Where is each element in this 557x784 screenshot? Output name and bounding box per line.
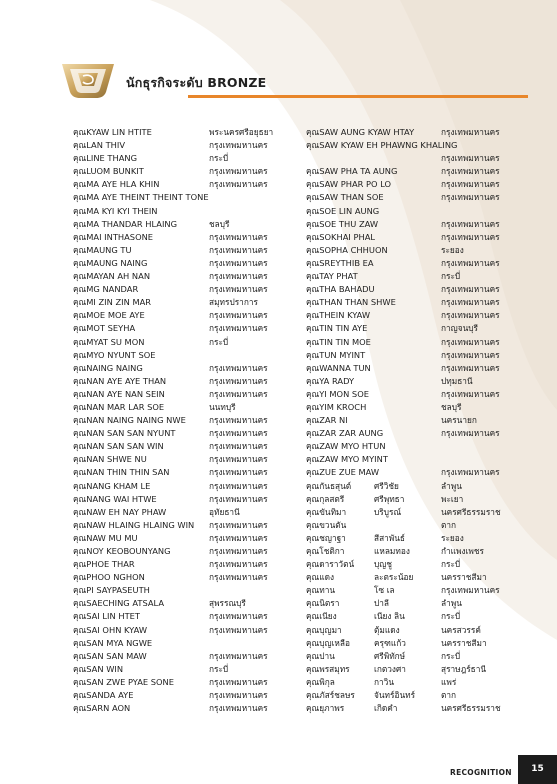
list-item [306, 205, 536, 218]
list-item [306, 624, 536, 637]
list-item [73, 466, 305, 479]
member-province: กระบี่ [209, 336, 229, 347]
member-province: ตาก [441, 690, 457, 701]
member-province: กระบี่ [441, 559, 461, 570]
member-name: คุณZAR NI [306, 415, 348, 426]
member-province: กรุงเทพมหานคร [441, 284, 500, 295]
title-underline [188, 95, 528, 98]
member-province: กรุงเทพมหานคร [209, 362, 268, 373]
list-item [73, 322, 305, 335]
list-item [306, 165, 536, 178]
list-item [73, 375, 305, 388]
member-province: สุพรรณบุรี [209, 598, 246, 609]
member-province: กรุงเทพมหานคร [209, 546, 268, 556]
list-item [73, 440, 305, 453]
member-province: ระยอง [441, 244, 464, 255]
member-name: คุณMOE MOE AYE [73, 310, 145, 321]
member-province: กรุงเทพมหานคร [209, 467, 268, 478]
member-province: สุราษฎร์ธานี [441, 663, 487, 674]
list-item [73, 257, 305, 270]
member-name: คุณSANDA AYE [73, 690, 134, 701]
member-province: กรุงเทพมหานคร [209, 140, 268, 151]
list-item [73, 362, 305, 375]
list-item [306, 336, 536, 349]
member-surname: ศรีพิทักษ์ [374, 650, 406, 661]
member-name: คุณนิตรา [306, 598, 340, 609]
list-item [306, 545, 536, 558]
list-item [73, 414, 305, 427]
member-surname: ปาลี [374, 598, 390, 609]
member-province: กรุงเทพมหานคร [209, 532, 268, 543]
member-province: กรุงเทพมหานคร [209, 441, 268, 452]
member-name: คุณบุญเหลือ [306, 637, 350, 648]
list-item [73, 336, 305, 349]
member-name: คุณกันธสุนต์ [306, 480, 352, 491]
list-item [306, 218, 536, 231]
member-name: คุณชญาฐา [306, 532, 346, 543]
list-item [73, 650, 305, 663]
list-item [306, 702, 536, 715]
bronze-emblem-icon [58, 58, 118, 100]
member-name: คุณMAUNG TU [73, 244, 132, 255]
member-province: นครราชสีมา [441, 572, 487, 583]
list-item [73, 571, 305, 584]
member-name: คุณSAI OHN KYAW [73, 624, 148, 635]
list-item [73, 532, 305, 545]
list-item [306, 689, 536, 702]
list-item [306, 283, 536, 296]
list-item [73, 637, 305, 650]
member-province: ลำพูน [441, 480, 462, 491]
member-province: ปทุมธานี [441, 375, 473, 386]
member-name: คุณZAR ZAR AUNG [306, 428, 384, 439]
member-surname: กาวิน [374, 676, 395, 687]
list-item [306, 388, 536, 401]
list-item [73, 597, 305, 610]
member-name: คุณSAW PHA TA AUNG [306, 166, 398, 177]
member-province: กรุงเทพมหานคร [441, 179, 500, 190]
member-province: กรุงเทพมหานคร [209, 611, 268, 622]
member-province: กรุงเทพมหานคร [209, 428, 268, 439]
member-name: คุณMG NANDAR [73, 284, 139, 295]
member-province: นครศรีธรรมราช [441, 506, 501, 517]
list-item [73, 309, 305, 322]
member-name: คุณNAN AYE AYE THAN [73, 375, 167, 386]
member-name: คุณSOE THU ZAW [306, 218, 379, 229]
member-province: กรุงเทพมหานคร [209, 323, 268, 334]
member-name: คุณPHOE THAR [73, 559, 135, 570]
member-name: คุณNOY KEOBOUNYANG [73, 546, 171, 556]
member-name: คุณYI MON SOE [306, 388, 369, 399]
member-province: กรุงเทพมหานคร [441, 166, 500, 177]
list-item [306, 322, 536, 335]
member-name: คุณแดง [306, 572, 335, 583]
member-name: คุณNANG KHAM LE [73, 480, 151, 491]
page-header [58, 58, 528, 103]
member-name: คุณSAW AUNG KYAW HTAY [306, 127, 415, 137]
list-item [306, 126, 536, 139]
member-province: นครนายก [441, 415, 477, 426]
list-item [73, 178, 305, 191]
list-item [306, 401, 536, 414]
list-item [73, 244, 305, 257]
list-item [306, 296, 536, 309]
member-province: กระบี่ [209, 663, 229, 674]
member-name: คุณSAW THAN SOE [306, 192, 384, 203]
page-number-box [518, 755, 557, 784]
member-name: คุณMA THANDAR HLAING [73, 218, 178, 229]
member-name: คุณทาน [306, 585, 336, 596]
member-province: ตาก [441, 519, 457, 530]
member-name: คุณNAN AYE NAN SEIN [73, 388, 165, 399]
list-item [73, 610, 305, 623]
member-province: กรุงเทพมหานคร [209, 676, 268, 687]
member-surname: ครุฑแก้ว [374, 637, 406, 648]
member-name: คุณNAN MAR LAR SOE [73, 401, 165, 412]
footer-label: RECOGNITION [450, 768, 512, 777]
member-province: กรุงเทพมหานคร [209, 388, 268, 399]
member-name: คุณSREYTHIB EA [306, 257, 374, 268]
member-name: คุณMYAT SU MON [73, 336, 145, 347]
list-item [73, 296, 305, 309]
list-item [73, 231, 305, 244]
member-province: กรุงเทพมหานคร [441, 362, 500, 373]
member-name: คุณLINE THANG [73, 153, 138, 164]
member-province: แพร่ [441, 676, 457, 687]
member-province: กรุงเทพมหานคร [209, 166, 268, 177]
member-surname: เนียง ลิน [374, 611, 405, 622]
page-title: นักธุรกิจระดับ BRONZE [126, 75, 267, 90]
member-province: นนทบุรี [209, 401, 236, 412]
member-province: กาญจนบุรี [441, 323, 479, 334]
member-province: กรุงเทพมหานคร [209, 480, 268, 491]
list-item [306, 610, 536, 623]
member-name: คุณปาน [306, 650, 335, 661]
member-name: คุณMA KYI KYI THEIN [73, 205, 158, 216]
member-name: คุณSAN WIN [73, 663, 124, 674]
member-name: คุณภัสร์ชลษร [306, 690, 355, 701]
member-surname: ละตระน้อย [374, 572, 414, 583]
list-item [306, 270, 536, 283]
member-province: กรุงเทพมหานคร [441, 192, 500, 203]
list-item [306, 375, 536, 388]
member-name: คุณNAW MU MU [73, 532, 138, 543]
list-item [306, 676, 536, 689]
member-province: กำแพงเพชร [441, 546, 484, 556]
member-name: คุณTIN TIN AYE [306, 323, 368, 334]
list-item [306, 152, 536, 165]
member-name: คุณขันทิมา [306, 506, 347, 517]
member-list-right [306, 126, 536, 715]
member-province: กรุงเทพมหานคร [209, 519, 268, 530]
member-province: ชลบุรี [209, 218, 230, 229]
list-item [306, 440, 536, 453]
member-province: กรุงเทพมหานคร [209, 415, 268, 426]
list-item [73, 205, 305, 218]
list-item [306, 427, 536, 440]
member-name: คุณNAN SAN SAN WIN [73, 441, 164, 452]
member-name: คุณPHOO NGHON [73, 572, 145, 583]
member-name: คุณNAW HLAING HLAING WIN [73, 519, 195, 530]
member-name: คุณNAN THIN THIN SAN [73, 467, 170, 478]
list-item [73, 676, 305, 689]
list-item [73, 152, 305, 165]
member-surname: โซ เล [374, 585, 395, 596]
list-item [73, 689, 305, 702]
member-province: กรุงเทพมหานคร [441, 428, 500, 439]
member-name: คุณZAW MYO MYINT [306, 454, 388, 465]
member-name: คุณNANG WAI HTWE [73, 493, 157, 504]
member-province: กรุงเทพมหานคร [441, 218, 500, 229]
member-province: สมุทรปราการ [209, 297, 258, 308]
list-item [73, 493, 305, 506]
member-name: คุณTHAN THAN SHWE [306, 297, 396, 308]
member-name: คุณSOKHAI PHAL [306, 231, 376, 242]
list-item [73, 139, 305, 152]
list-item [306, 493, 536, 506]
member-surname: บริบูรณ์ [374, 506, 402, 517]
member-surname: สีสาพันธ์ [374, 532, 405, 543]
member-name: คุณZAW MYO HTUN [306, 441, 386, 452]
member-name: คุณMAYAN AH NAN [73, 271, 151, 282]
member-name: คุณMAI INTHASONE [73, 231, 154, 242]
member-name: คุณขวนตัน [306, 519, 347, 530]
list-item [73, 506, 305, 519]
member-name: คุณSAW KYAW EH PHAWNG KHALING [306, 140, 458, 151]
member-province: กรุงเทพมหานคร [209, 310, 268, 321]
member-name: คุณTHA BAHADU [306, 284, 375, 295]
member-surname: เกตวงศา [374, 663, 406, 674]
member-name: คุณโชติกา [306, 546, 345, 556]
member-name: คุณSOE LIN AUNG [306, 205, 380, 216]
list-item [73, 663, 305, 676]
list-item [306, 663, 536, 676]
list-item [306, 244, 536, 257]
list-item [73, 519, 305, 532]
member-surname: จันทร์อินทร์ [374, 690, 416, 701]
list-item [306, 309, 536, 322]
member-province: พะเยา [441, 493, 464, 504]
member-name: คุณMI ZIN ZIN MAR [73, 297, 152, 308]
member-name: คุณยุภาพร [306, 703, 345, 714]
list-item [73, 427, 305, 440]
member-name: คุณSARN AON [73, 703, 131, 714]
member-province: กรุงเทพมหานคร [209, 703, 268, 714]
member-province: กรุงเทพมหานคร [209, 271, 268, 282]
member-name: คุณMYO NYUNT SOE [73, 349, 156, 360]
member-province: กรุงเทพมหานคร [441, 349, 500, 360]
member-name: คุณพิกุล [306, 676, 335, 687]
member-name: คุณMAUNG NAING [73, 257, 148, 268]
member-surname: เกิดคำ [374, 703, 398, 714]
member-surname: ศรีวิชัย [374, 480, 399, 491]
list-item [306, 506, 536, 519]
list-item [306, 414, 536, 427]
member-province: กรุงเทพมหานคร [209, 284, 268, 295]
member-name: คุณSAI LIN HTET [73, 611, 140, 622]
list-item [73, 349, 305, 362]
member-name: คุณMOT SEYHA [73, 323, 136, 334]
member-province: อุทัยธานี [209, 506, 240, 517]
member-province: กรุงเทพมหานคร [209, 257, 268, 268]
page-number: 15 [531, 764, 544, 774]
member-province: กรุงเทพมหานคร [209, 572, 268, 583]
member-province: กรุงเทพมหานคร [441, 310, 500, 321]
list-item [306, 453, 536, 466]
list-item [306, 466, 536, 479]
member-province: กรุงเทพมหานคร [209, 559, 268, 570]
list-item [73, 165, 305, 178]
list-item [306, 139, 536, 152]
member-province: ระยอง [441, 532, 464, 543]
list-item [73, 191, 305, 204]
list-item [73, 584, 305, 597]
list-item [306, 519, 536, 532]
member-province: กรุงเทพมหานคร [209, 650, 268, 661]
list-item [306, 178, 536, 191]
member-surname: ศรีพุทธา [374, 493, 405, 504]
member-province: กรุงเทพมหานคร [441, 336, 500, 347]
member-province: นครราชสีมา [441, 637, 487, 648]
member-name: คุณLUOM BUNKIT [73, 166, 144, 177]
member-province: กรุงเทพมหานคร [209, 454, 268, 465]
member-name: คุณPI SAYPASEUTH [73, 585, 150, 596]
member-province: กระบี่ [441, 611, 461, 622]
member-province: ลำพูน [441, 598, 462, 609]
member-name: คุณZUE ZUE MAW [306, 467, 380, 478]
member-province: กระบี่ [209, 153, 229, 164]
list-item [73, 624, 305, 637]
member-name: คุณKYAW LIN HTITE [73, 127, 152, 137]
member-name: คุณTIN TIN MOE [306, 336, 371, 347]
member-province: กรุงเทพมหานคร [209, 690, 268, 701]
member-name: คุณNAN NAING NAING NWE [73, 415, 186, 426]
member-name: คุณSOPHA CHHUON [306, 244, 388, 255]
member-surname: บุญชู [374, 559, 392, 570]
member-province: กระบี่ [441, 271, 461, 282]
list-item [306, 571, 536, 584]
list-item [306, 191, 536, 204]
member-name: คุณLAN THIV [73, 140, 126, 151]
member-province: กรุงเทพมหานคร [441, 153, 500, 164]
list-item [73, 270, 305, 283]
member-name: คุณSAECHING ATSALA [73, 598, 165, 609]
list-item [306, 480, 536, 493]
member-list-left [73, 126, 305, 715]
member-province: กรุงเทพมหานคร [441, 297, 500, 308]
member-province: กรุงเทพมหานคร [209, 624, 268, 635]
member-name: คุณYA RADY [306, 375, 355, 386]
list-item [73, 283, 305, 296]
list-item [73, 558, 305, 571]
member-surname: ตุ้มแดง [374, 624, 400, 635]
member-name: คุณกุลสตรี [306, 493, 345, 504]
member-name: คุณSAN SAN MAW [73, 650, 147, 661]
member-name: คุณเนียง [306, 611, 337, 622]
list-item [306, 231, 536, 244]
member-name: คุณดาราวัตน์ [306, 559, 355, 570]
list-item [73, 480, 305, 493]
member-name: คุณMA AYE HLA KHIN [73, 179, 160, 190]
member-province: กรุงเทพมหานคร [441, 467, 500, 478]
list-item [73, 388, 305, 401]
list-item [73, 401, 305, 414]
member-name: คุณSAW PHAR PO LO [306, 179, 392, 190]
member-name: คุณTHEIN KYAW [306, 310, 371, 321]
list-item [306, 584, 536, 597]
list-item [73, 545, 305, 558]
list-item [306, 558, 536, 571]
list-item [73, 453, 305, 466]
member-name: คุณNAING NAING [73, 362, 143, 373]
member-province: กรุงเทพมหานคร [209, 179, 268, 190]
member-name: คุณTAY PHAT [306, 271, 358, 282]
member-name: คุณSAN ZWE PYAE SONE [73, 676, 175, 687]
list-item [73, 126, 305, 139]
list-item [306, 349, 536, 362]
list-item [306, 257, 536, 270]
member-province: กรุงเทพมหานคร [209, 244, 268, 255]
list-item [306, 362, 536, 375]
member-name: คุณNAW EH NAY PHAW [73, 506, 167, 517]
member-province: นครสวรรค์ [441, 624, 481, 635]
member-province: กรุงเทพมหานคร [441, 257, 500, 268]
member-province: พระนครศรีอยุธยา [209, 127, 274, 137]
member-name: คุณMA AYE THEINT THEINT TONE [73, 192, 209, 203]
member-province: นครศรีธรรมราช [441, 703, 501, 714]
list-item [73, 702, 305, 715]
list-item [306, 637, 536, 650]
member-province: กรุงเทพมหานคร [441, 127, 500, 137]
member-province: ชลบุรี [441, 401, 462, 412]
list-item [306, 597, 536, 610]
member-province: กรุงเทพมหานคร [209, 231, 268, 242]
member-name: คุณNAN SHWE NU [73, 454, 147, 465]
list-item [73, 218, 305, 231]
list-item [306, 650, 536, 663]
member-name: คุณTUN MYINT [306, 349, 366, 360]
member-province: กรุงเทพมหานคร [441, 585, 500, 596]
member-name: คุณบุญมา [306, 624, 342, 635]
member-name: คุณSAN MYA NGWE [73, 637, 153, 648]
member-name: คุณYIM KROCH [306, 401, 367, 412]
member-name: คุณพรสมุทร [306, 663, 350, 674]
member-province: กระบี่ [441, 650, 461, 661]
member-name: คุณWANNA TUN [306, 362, 371, 373]
member-surname: แหลมทอง [374, 546, 410, 556]
member-name: คุณNAN SAN SAN NYUNT [73, 428, 176, 439]
list-item [306, 532, 536, 545]
member-province: กรุงเทพมหานคร [209, 375, 268, 386]
member-province: กรุงเทพมหานคร [441, 231, 500, 242]
member-province: กรุงเทพมหานคร [441, 388, 500, 399]
member-province: กรุงเทพมหานคร [209, 493, 268, 504]
